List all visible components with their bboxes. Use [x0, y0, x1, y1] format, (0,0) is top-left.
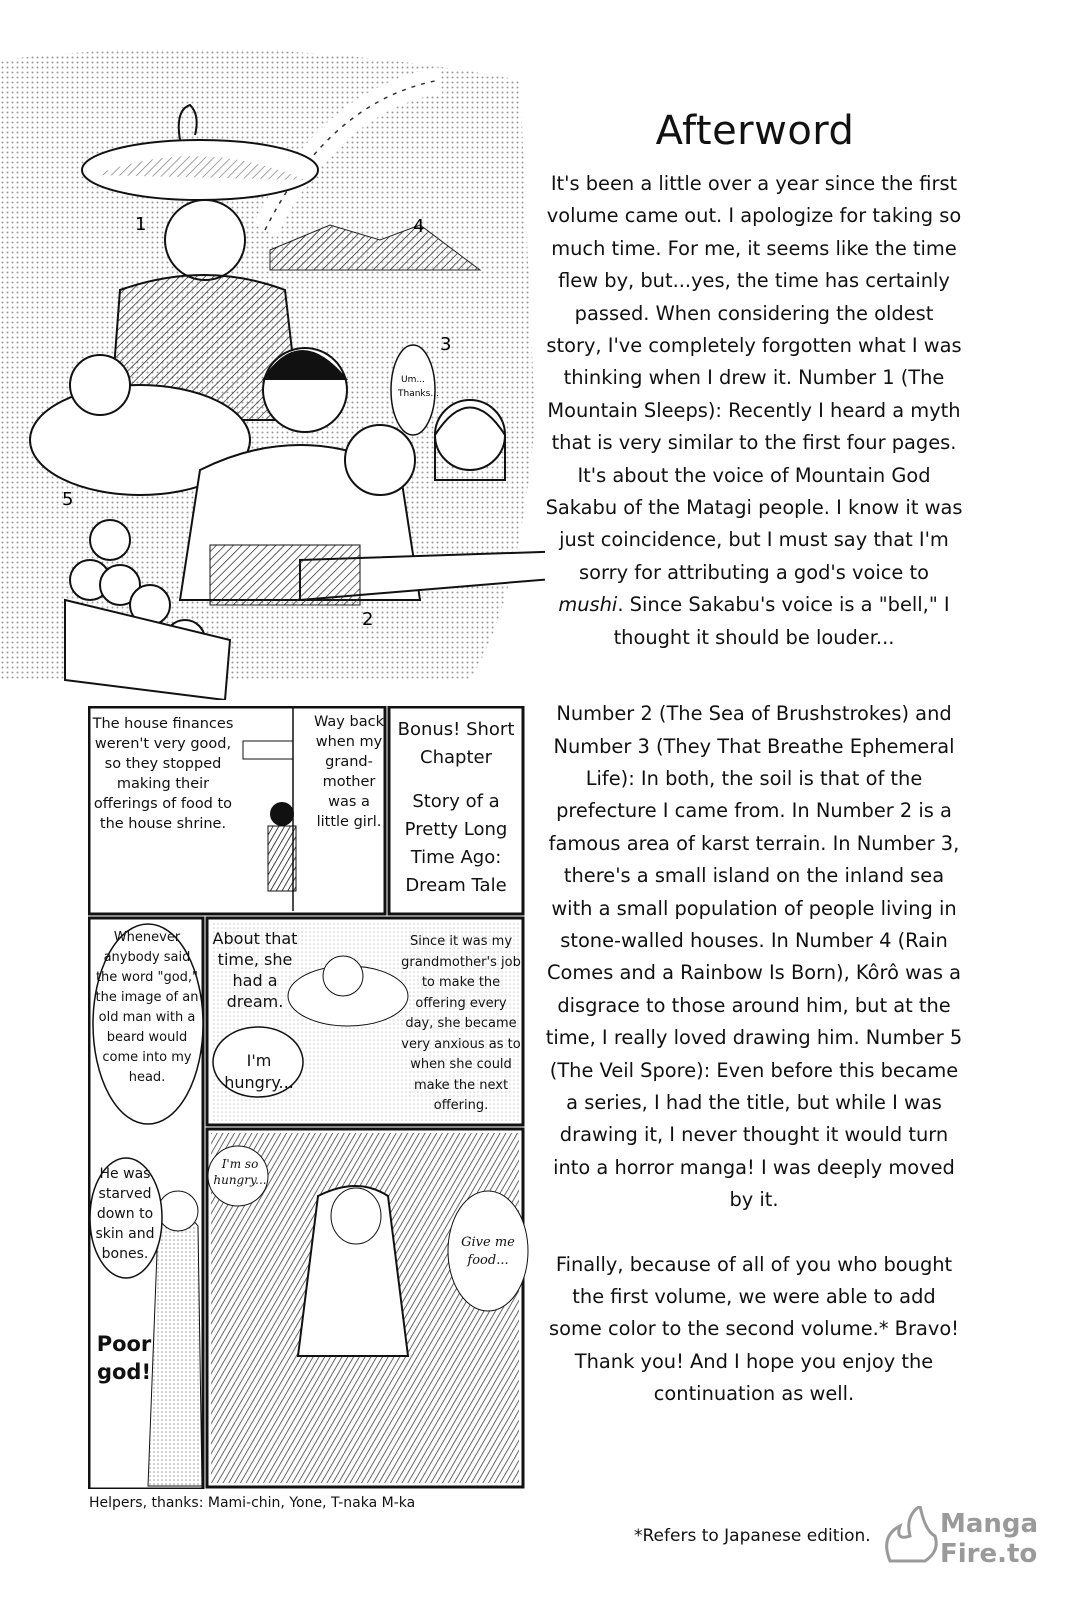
afterword-p1-part1: It's been a little over a year since the first volume came out. I apologize for taking so much time. For me, it seems like the time flew by, but...yes, the time has certainly passed. When considering the oldest story, I've completely forgotten what I was thinking when I drew it. Number 1 (The Mountain Sleeps): Recently I heard a myth that is very similar to the first four pages. It's about the voice of Mountain God Sakabu of the Matagi people. I know it was just coincidence, but I must say that I'm sorry for attributing a god's voice to	[545, 172, 963, 584]
comic-subtitle: Story of a Pretty Long Time Ago: Dream Tale	[404, 791, 508, 896]
illustration-number-3: 3	[440, 334, 452, 355]
color-footnote: *Refers to Japanese edition.	[634, 1526, 871, 1546]
girl-face-2	[435, 400, 505, 470]
girl-figure	[268, 826, 296, 891]
illustration-number-4: 4	[413, 216, 425, 237]
illustration-number-1: 1	[135, 214, 147, 235]
flame-icon	[887, 1506, 937, 1561]
comic-panel-1-text: The house finances weren't very good, so they stopped making their offerings of food to the house shrine.	[92, 716, 234, 832]
illustration-number-2: 2	[362, 609, 374, 630]
comic-title: Bonus! Short Chapter	[397, 719, 515, 768]
watermark-text-1: Manga	[940, 1509, 1039, 1539]
helpers-credit: Helpers, thanks: Mami-chin, Yone, T-naka M-ka	[89, 1495, 416, 1511]
afterword-body	[545, 168, 963, 1443]
comic-panel-6-text: He was starved down to skin and bones.	[95, 1166, 155, 1262]
afterword-illustration	[0, 40, 545, 700]
illustration-number-5: 5	[62, 489, 74, 510]
afterword-paragraph-1	[545, 168, 963, 654]
watermark-logo	[880, 1506, 1050, 1566]
thanks-bubble-text-2: Thanks...	[398, 389, 439, 399]
house-shrine	[243, 741, 293, 759]
comic-panel-4-text: About that time, she had a dream.	[212, 929, 298, 1011]
comic-panel-7-speech-2: Give me food...	[461, 1235, 515, 1268]
comic-panel-6-exclaim: Poor god!	[96, 1332, 152, 1384]
bonus-comic	[88, 706, 536, 1489]
old-man-face	[165, 200, 245, 280]
mushi-term: mushi	[558, 593, 618, 617]
afterword-p1-part2: . Since Sakabu's voice is a "bell," I thought it should be louder...	[613, 593, 950, 649]
comic-panel-4-speech: I'm hungry...	[224, 1051, 294, 1092]
thanks-bubble-text-1: Um...	[401, 375, 425, 385]
comic-panel-3-text: Whenever anybody said the word "god," the image of an old man with a beard would come into my head.	[95, 930, 199, 1085]
afterword-title: Afterword	[655, 108, 855, 154]
old-man-figure	[148, 1216, 202, 1486]
afterword-paragraph-2: Number 2 (The Sea of Brushstrokes) and Number 3 (They That Breathe Ephemeral Life): In both, the soil is that of the prefecture I came from. In Number 2 is a famous area of karst terrain. In Number 3, there's a small island on the inland sea with a small population of people living in stone-walled houses. In Number 4 (Rain Comes and a Rainbow Is Born), Kôrô was a disgrace to those around him, but at the time, I really loved drawing him. Number 5 (The Veil Spore): Even before this became a series, I had the title, but while I was drawing it, I never thought it would turn into a horror manga! I was deeply moved by it.	[545, 702, 963, 1212]
comic-panel-5-text: Since it was my grandmother's job to make the offering every day, she became very anxious as to when she could make the next offering.	[401, 934, 521, 1113]
watermark-text-2: Fire.to	[940, 1539, 1038, 1566]
girl-face-1	[345, 425, 415, 495]
comic-panel-7-speech-1: I'm so hungry...	[213, 1157, 267, 1187]
comic-panel-2-text: Way back when my grand- mother was a little girl.	[314, 714, 384, 830]
afterword-paragraph-3: Finally, because of all of you who bought the first volume, we were able to add some color to the second volume.* Bravo! Thank you! And I hope you enjoy the continuation as well.	[549, 1252, 959, 1406]
